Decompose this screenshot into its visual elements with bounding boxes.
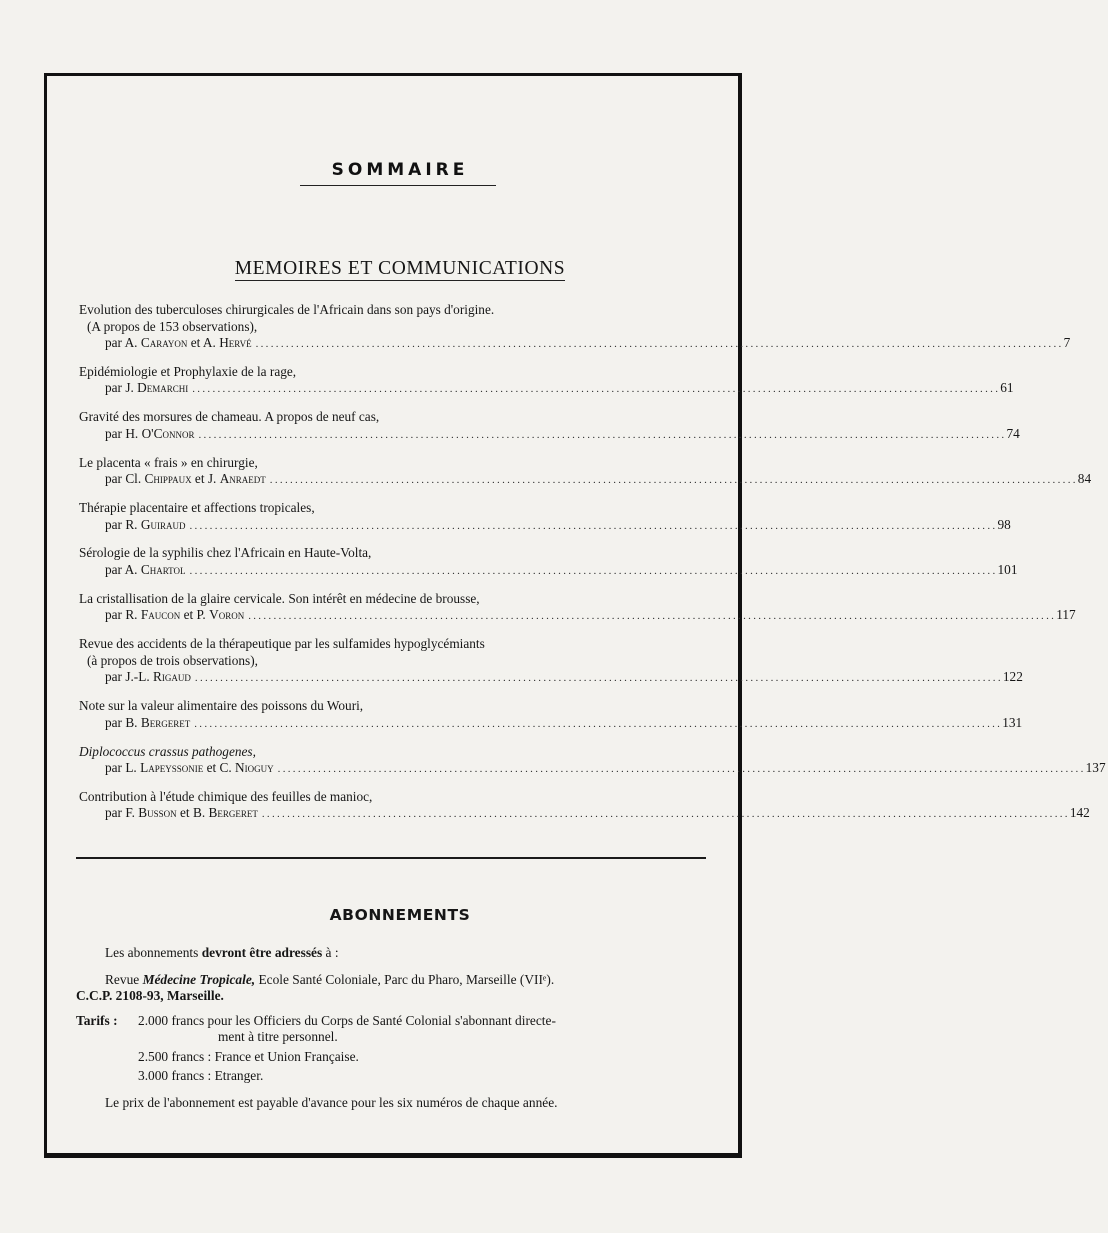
toc-entry (79, 545, 1018, 578)
toc-entry-page: 131 (1002, 714, 1023, 730)
author-name: Bergeret (208, 805, 258, 821)
toc-entry (79, 302, 1071, 352)
dot-leader: ................................................................................................................................................................ (277, 763, 1086, 776)
author-name: Hervé (219, 335, 252, 350)
author-initial: J. (125, 380, 134, 396)
toc-entry (79, 636, 1023, 686)
toc-entry-authors: par R. Guiraud (105, 516, 186, 532)
payment-note: Le prix de l'abonnement est payable d'avance pour les six numéros de chaque année. (105, 1094, 558, 1110)
abonnements-ccp: C.C.P. 2108-93, Marseille. (76, 988, 224, 1003)
author-initial: P. (196, 607, 206, 623)
toc-entry-page: 137 (1085, 760, 1106, 776)
toc-entry-authors: par A. Carayon et A. Hervé (105, 335, 252, 350)
dot-leader: ................................................................................................................................................................ (189, 519, 998, 532)
author-name: Demarchi (137, 380, 189, 396)
author-name: Faucon (140, 607, 181, 623)
toc-entry (79, 500, 1011, 533)
author-name: Carayon (140, 335, 188, 350)
author-initial: B. (192, 805, 206, 821)
toc-entry-title: Revue des accidents de la thérapeutique par les sulfamides hypoglycémiants (79, 636, 485, 652)
divider (76, 857, 706, 859)
toc-entry-authors: par L. Lapeyssonie et C. Nioguy (105, 760, 274, 776)
toc-entry (79, 363, 1014, 397)
dot-leader: ................................................................................................................................................................ (255, 338, 1064, 350)
toc-entry-page: 74 (1006, 425, 1020, 441)
toc-entry (79, 743, 1106, 777)
author-initial: L. (125, 760, 137, 776)
toc-entry-title: Evolution des tuberculoses chirurgicales de l'Africain dans son pays d'origine. (79, 302, 495, 317)
toc-entry-page: 84 (1077, 471, 1092, 487)
toc-entry-author-row (79, 425, 1020, 443)
toc-entry-title: Epidémiologie et Prophylaxie de la rage, (79, 363, 297, 379)
toc-entry-title: (à propos de trois observations), (87, 652, 258, 668)
toc-entry-author-row (79, 607, 1076, 624)
toc-entry-title: La cristallisation de la glaire cervicale. Son intérêt en médecine de brousse, (79, 590, 480, 606)
toc-entry (79, 590, 1076, 624)
tarif-2: 2.500 francs : France et Union Française. (138, 1048, 359, 1064)
abonnements-heading: ABONNEMENTS (329, 906, 471, 924)
author-initial: C. (219, 760, 232, 776)
author-name: Voron (209, 607, 245, 623)
toc-entry (79, 454, 1092, 488)
author-initial: A. (202, 335, 216, 350)
toc-entry-title: Thérapie placentaire et affections tropicales, (79, 500, 315, 516)
toc-entry-page: 7 (1063, 335, 1071, 350)
abonnements-intro: Les abonnements devront être adressés à : (105, 945, 339, 960)
dot-leader: ................................................................................................................................................................ (198, 428, 1007, 441)
author-name: Busson (138, 805, 177, 821)
section-heading (0, 258, 800, 280)
toc-entry-page: 142 (1069, 805, 1090, 821)
toc-entry-author-row (79, 714, 1023, 732)
toc-entry-title: Sérologie de la syphilis chez l'Africain en Haute-Volta, (79, 545, 372, 561)
author-name: Nioguy (235, 760, 274, 776)
toc-entry-authors: par J. Demarchi (105, 380, 189, 396)
toc-entry-author-row (79, 380, 1014, 397)
tarif-1-continuation: ment à titre personnel. (218, 1029, 338, 1044)
toc-entry-page: 98 (997, 516, 1011, 532)
toc-entry-authors: par A. Chartol (105, 561, 186, 577)
toc-entry-author-row (79, 760, 1106, 777)
toc-entry-author-row (79, 335, 1071, 352)
author-initial: R. (125, 516, 138, 532)
author-initial: J. (207, 471, 217, 487)
author-initial: A. (124, 561, 138, 577)
dot-leader: ................................................................................................................................................................ (189, 564, 998, 577)
toc-entry-author-row (79, 805, 1090, 822)
memoires-heading: MEMOIRES ET COMMUNICATIONS (234, 258, 566, 279)
toc-entry-title: Contribution à l'étude chimique des feuilles de manioc, (79, 788, 373, 804)
author-name: Bergeret (140, 714, 191, 730)
dot-leader: ................................................................................................................................................................ (261, 808, 1070, 821)
toc-entry-title: Diplococcus crassus pathogenes, (79, 743, 256, 759)
toc-entry-title: Gravité des morsures de chameau. A propos de neuf cas, (79, 409, 380, 425)
author-initial: J.-L. (125, 669, 150, 685)
toc-entry-authors: par B. Bergeret (105, 714, 191, 730)
toc-entry (79, 409, 1020, 442)
toc-entry-authors: par Cl. Chippaux et J. Anraedt (105, 471, 266, 487)
toc-entry-authors: par H. O'Connor (105, 425, 195, 441)
tarif-3: 3.000 francs : Etranger. (138, 1068, 264, 1083)
author-initial: R. (125, 607, 138, 623)
toc-entry (79, 698, 1023, 731)
dot-leader: ................................................................................................................................................................ (194, 717, 1003, 730)
toc-entry-author-row (79, 669, 1023, 686)
author-initial: A. (124, 335, 138, 350)
author-initial: F. (125, 805, 135, 821)
dot-leader: ................................................................................................................................................................ (248, 610, 1057, 623)
dot-leader: ................................................................................................................................................................ (194, 672, 1003, 685)
toc-entry-authors: par F. Busson et B. Bergeret (105, 805, 258, 821)
toc-entry (79, 788, 1090, 822)
author-name: Lapeyssonie (140, 760, 204, 776)
tarif-1: Tarifs : 2.000 francs pour les Officiers du Corps de Santé Colonial s'abonnant directe- (76, 1012, 556, 1028)
toc-entry-authors: par R. Faucon et P. Voron (105, 607, 245, 623)
toc-entry-author-row (79, 561, 1018, 579)
author-name: Anraedt (219, 471, 266, 487)
sommaire-underline (300, 185, 496, 186)
toc-entry-author-row (79, 516, 1011, 534)
toc-entry-title: Note sur la valeur alimentaire des poissons du Wouri, (79, 698, 364, 714)
toc-entry-title: (A propos de 153 observations), (87, 318, 258, 334)
abonnements-address: Revue Médecine Tropicale, Ecole Santé Coloniale, Parc du Pharo, Marseille (VIIᵉ). (105, 971, 555, 987)
toc-entry-page: 122 (1002, 669, 1023, 685)
dot-leader: ................................................................................................................................................................ (192, 383, 1001, 396)
author-name: Rigaud (153, 669, 191, 685)
author-name: Guiraud (140, 516, 186, 532)
abonnements-section (76, 945, 704, 1111)
toc-entry-page: 117 (1056, 607, 1076, 623)
author-initial: Cl. (125, 471, 142, 487)
author-name: Chippaux (144, 471, 192, 487)
table-of-contents (79, 302, 1106, 834)
toc-entry-page: 61 (1000, 380, 1014, 396)
toc-entry-author-row (79, 471, 1092, 488)
toc-entry-title: Le placenta « frais » en chirurgie, (79, 454, 258, 470)
dot-leader: ................................................................................................................................................................ (269, 474, 1078, 487)
author-name: Chartol (140, 561, 186, 577)
toc-entry-authors: par J.-L. Rigaud (105, 669, 191, 685)
toc-entry-page: 101 (997, 561, 1018, 577)
author-name: O'Connor (141, 425, 195, 441)
author-initial: B. (125, 714, 138, 730)
author-initial: H. (125, 425, 139, 441)
sommaire-title: SOMMAIRE (331, 160, 469, 180)
